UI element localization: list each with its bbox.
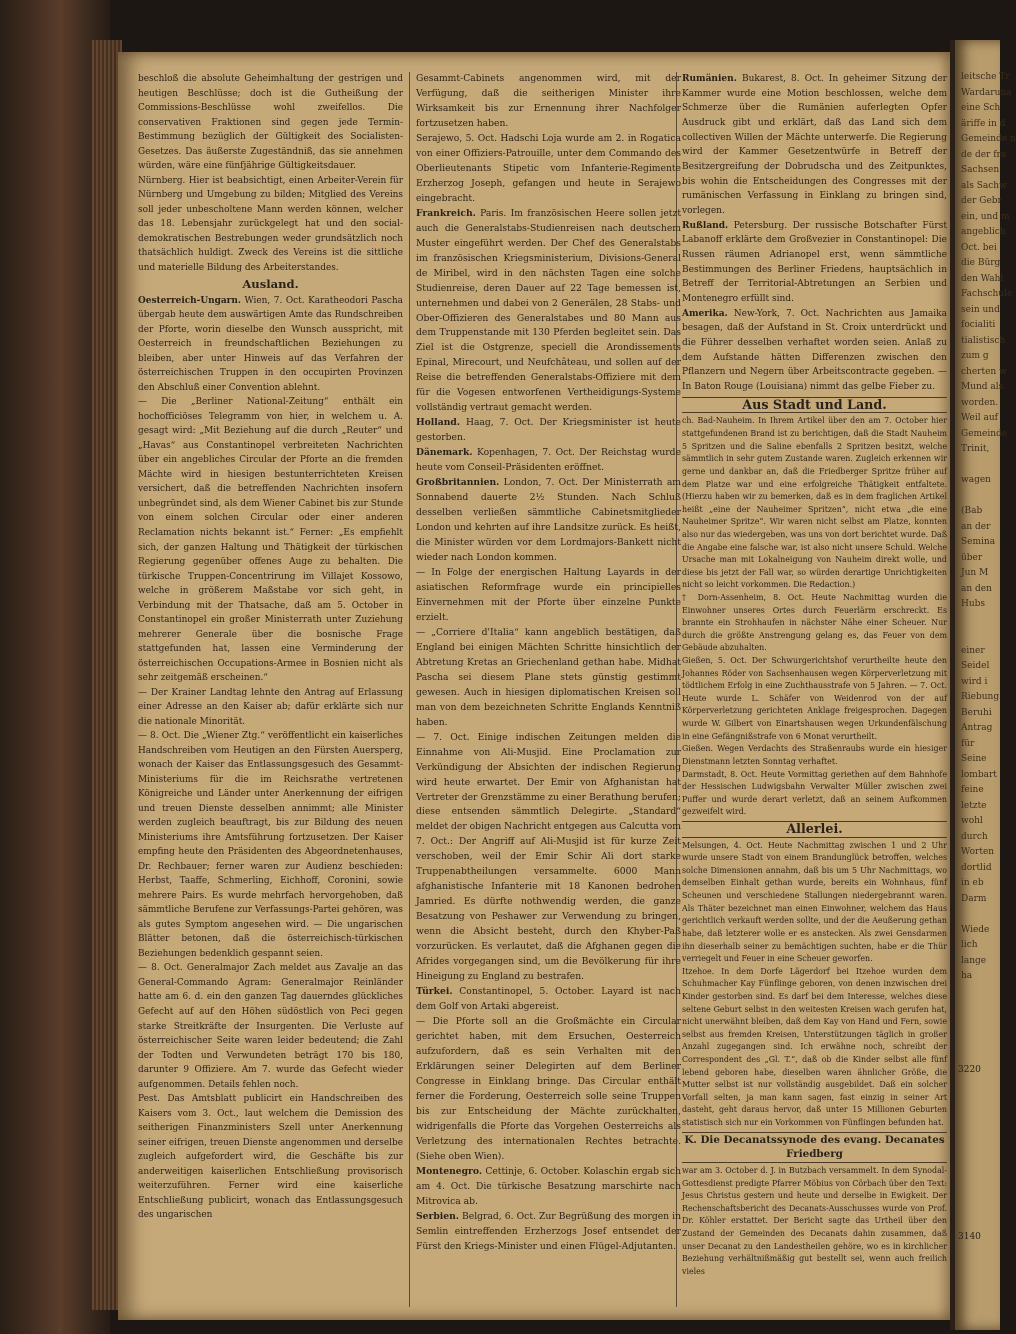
- article: [682, 307, 947, 395]
- margin-line: Antrag: [961, 723, 993, 733]
- article-text: Cettinje, 6. October. Kolaschin ergab sich am 4. Oct. Die türkische Besatzung marschirte nach Mitrovica ab.: [416, 1165, 681, 1207]
- margin-line: Darm: [961, 893, 987, 904]
- column-3: [682, 72, 947, 1278]
- column-1: [138, 72, 403, 1223]
- section-heading: K. Die Decanatssynode des evang. Decanates Friedberg: [682, 1132, 947, 1163]
- margin-line: Gemeinde n: [961, 134, 1016, 144]
- margin-line: Riebung: [961, 692, 1000, 702]
- margin-line: Fachschule: [961, 289, 1013, 299]
- margin-line: ha: [961, 971, 973, 981]
- margin-line: äriffe in d: [961, 118, 1006, 129]
- paragraph: — 8. Oct. Generalmajor Zach meldet aus Zavalje an das General-Commando Agram: Generalmajor Reinländer hatte am 6. d. ein den ganzen Tag dauerndes glückliches Gefecht auf auf den Höhen südöstlich von Peci gegen starke Streitkräfte der Insurgenten. Die Verluste auf österreichischer Seite waren leider bedeutend; die Zahl der Todten und Verwundeten beträgt 170 bis 180, darunter 9 Offiziere. Am 7. wurde das Gefecht wieder aufgenommen. Details fehlen noch.: [138, 963, 403, 1090]
- paragraph: Gießen, 5. Oct. Der Schwurgerichtshof verurtheilte heute den Johannes Röder von Sachsenhausen wegen Körperverletzung mit tödtlichem Erfolg in eine Zuchthausstrafe von 5 Jahren. — 7. Oct. Heute wurde L. Schäfer von Weidenrod von der auf Körperverletzung gerichteten Anklage freigesprochen. Dagegen wurde W. Gilbert von Einartshausen wegen Urkundenfälschung in eine Gefängnißstrafe von 6 Monat verurtheilt.: [682, 656, 947, 741]
- country-heading: Türkei.: [416, 986, 453, 998]
- paragraph: Gießen. Wegen Verdachts des Straßenraubs wurde ein hiesiger Dienstmann letzten Sonntag verhaftet.: [682, 744, 947, 766]
- paragraph: † Dorn-Assenheim, 8. Oct. Heute Nachmittag wurden die Einwohner unseres Ortes durch Feuerlärm erschreckt. Es brannte ein Strohhaufen in nächster Nähe einer Scheuer. Nur durch die größte Anstrengung gelang es, das Feuer von dem Gebäude abzuhalten.: [682, 592, 947, 653]
- article: [416, 446, 681, 476]
- margin-line: sein und: [961, 304, 1000, 315]
- margin-line: [955, 907, 1000, 923]
- margin-line: lich: [961, 940, 978, 950]
- column-2: [416, 72, 681, 1255]
- article-text: Bukarest, 8. Oct. In geheimer Sitzung der Kammer wurde eine Motion beschlossen, welche dem Schmerze über die Rumänien auferlegten Opfer Ausdruck gibt und erklärt, daß das Land sich dem collectiven Willen der Mächte unterwerfe. Die Regierung wird der Kammer Gesetzentwürfe in Betreff der Besitzergreifung der Dobrudscha und des Zeitpunktes, bis wohin die Entscheidungen des Congresses mit der rumänischen Verfassung in Einklang zu bringen sind, vorlegen.: [682, 74, 947, 217]
- paragraph: — Die Pforte soll an die Großmächte ein Circular gerichtet haben, mit dem Ersuchen, Oesterreich aufzufordern, daß es sein Verhalten mit den Erklärungen seiner Delegirten auf dem Berliner Congresse in Einklang bringe. Das Circular enthält ferner die Forderung, Oesterreich solle seine Truppen bis zur Entscheidung der Mächte zurückhalten, widrigenfalls die Pforte das Vorgehen Oesterreichs als Verletzung des internationalen Rechtes betrachte. (Siehe oben Wien).: [416, 1016, 681, 1162]
- margin-line: Gemeinde: [961, 428, 1008, 439]
- margin-line: Oct. bei: [961, 242, 997, 253]
- article-text: Haag, 7. Oct. Der Kriegsminister ist heute gestorben.: [416, 417, 681, 444]
- margin-line: Hubs: [961, 599, 986, 609]
- margin-line: zum g: [961, 351, 989, 361]
- margin-line: de der fra: [961, 149, 1007, 160]
- country-heading: Großbritannien.: [416, 477, 500, 489]
- margin-line: für: [961, 738, 975, 749]
- margin-line: einer: [961, 645, 985, 656]
- paragraph: — Der Krainer Landtag lehnte den Antrag auf Erlassung einer Adresse an den Kaiser ab; dafür erklärte sich nur die nationale Minorität.: [138, 687, 403, 727]
- margin-line: angeblich: [961, 227, 1006, 237]
- paragraph: Pest. Das Amtsblatt publicirt ein Handschreiben des Kaisers vom 3. Oct., laut welchem die Demission des seitherigen Finanzministers Szell unter Anerkennung seiner eifrigen, treuen Dienste angenommen und derselbe zugleich aufgefordert wird, die Geschäfte bis zur anderweitigen kaiserlichen Entschließung provisorisch weiterzuführen. Ferner wird eine kaiserliche Entschließung publicirt, wonach das Entlassungsgesuch des ungarischen: [138, 1094, 403, 1221]
- margin-line: [955, 613, 1000, 629]
- margin-line: Jun M: [961, 568, 989, 578]
- country-heading: Montenegro.: [416, 1165, 483, 1177]
- margin-line: [955, 489, 1000, 505]
- margin-line: in eb: [961, 878, 984, 888]
- margin-line: Worten: [961, 847, 995, 857]
- paragraph: — Die „Berliner National-Zeitung“ enthält ein hochofficiöses Telegramm von hier, in welchem u. A. gesagt wird: „Mit Beziehung auf die durch „Reuter“ und „Havas“ aus Constantinopel verbreiteten Nachrichten über ein angebliches Circular der Pforte an die fremden Mächte wird in hiesigen bestunterrichteten Kreisen versichert, daß die betreffenden Nachrichten insofern unbegründet sind, als dem Wiener Cabinet bis zur Stunde von einem solchen Circular oder einer anderen Reclamation nichts bekannt ist.“ Ferner: „Es empfiehlt sich, der ganzen Haltung und Thätigkeit der türkischen Regierung gegenüber offenes Auge zu behalten. Die türkische Truppen-Concentrirung im Villajet Kossowo, welche in größerem Maßstabe vor sich geht, in Verbindung mit der Thatsache, daß am 5. October in Constantinopel ein großer Ministerrath unter Zuziehung mehrerer Generale über die bosnische Frage stattgefunden hat, lassen eine Verminderung der österreichischen Occupations-Armee in Bosnien nicht als sehr zeitgemäß erscheinen.“: [138, 397, 403, 684]
- margin-line: als Sachw: [961, 180, 1007, 191]
- article-text: New-York, 7. Oct. Nachrichten aus Jamaika besagen, daß der Aufstand in St. Croix unterdrückt und die Führer desselben verhaftet worden seien. Anlaß zu dem Aufstande hätten Differenzen zwischen den Pflanzern und Negern über Arbeitscontracte gegeben. — In Baton Rouge (Louisiana) nimmt das gelbe Fieber zu.: [682, 308, 947, 393]
- margin-line: Wardaruna: [961, 87, 1012, 98]
- margin-line: der Gebr: [961, 196, 1002, 206]
- margin-line: wagen: [961, 475, 991, 485]
- margin-line: den Wahl: [961, 273, 1004, 284]
- article: [416, 1210, 681, 1255]
- margin-line: [955, 458, 1000, 474]
- margin-line: [955, 1000, 1000, 1016]
- paragraph: war am 3. October d. J. in Butzbach versammelt. In dem Synodal-Gottesdienst predigte Pfarrer Möbius von Cörbach über den Text: Jesus Christus gestern und heute und derselbe in Ewigkeit. Der Rechenschaftsbericht des Decanats-Ausschusses wurde von Prof. Dr. Köhler erstattet. Der Bericht sagte das Urtheil über den Zustand der Gemeinden des Decanats dahin zusammen, daß unser Decanat zu den Landestheilen gehöre, wo es in kirchlicher Beziehung verhältnißmäßig gut bestellt sei, wenn auch freilich vieles: [682, 1165, 947, 1276]
- section-heading: Ausland.: [242, 277, 299, 292]
- margin-line: (Bab: [961, 506, 983, 516]
- paragraph: — 7. Oct. Einige indischen Zeitungen melden die Einnahme von Ali-Musjid. Eine Proclamation zur Verkündigung der Absichten der indischen Regierung wird heute erwartet. Der Emir von Afghanistan hat Vertreter der Grenzstämme zu einer Berathung berufen; diese entsenden sämmtlich Delegirte. „Standard“ meldet der obigen Nachricht entgegen aus Calcutta vom 7. Oct.: Der Angriff auf Ali-Musjid ist für kurze Zeit verschoben, weil der Emir Schir Ali dort starke Truppenabtheilungen versammelte. 6000 Mann afghanistische Infanterie mit 18 Kanonen bedrohen Jamried. Es dürfte nothwendig werden, die ganze Besatzung von Peshawer zur Verwendung zu bringen, wenn die Absicht besteht, durch den Khyber-Paß vorzurücken. Es verlautet, daß die Afghanen gegen die Afrides vorgegangen sind, um die Bevölkerung für ihre Hineigung zu England zu bestrafen.: [416, 731, 682, 983]
- margin-line: Sachsen: [961, 165, 1000, 175]
- margin-text: [955, 40, 1016, 1016]
- margin-line: über: [961, 552, 983, 563]
- margin-line: focialiti: [961, 320, 996, 330]
- margin-line: dortlid: [961, 862, 992, 873]
- margin-line: lombart: [961, 769, 997, 780]
- article: [138, 294, 403, 396]
- margin-line: die Bürg: [961, 258, 1001, 268]
- margin-line: worden.: [961, 397, 999, 408]
- margin-line: Seidel: [961, 661, 990, 671]
- paragraph: Darmstadt, 8. Oct. Heute Vormittag geriethen auf dem Bahnhofe der Hessischen Ludwigsbahn Verwalter Müller zwischen zwei Puffer und wurde derart verletzt, daß an seinem Aufkommen gezweifelt wird.: [682, 769, 947, 817]
- margin-line: Beruhi: [961, 707, 992, 718]
- margin-line: leitsche Tr: [961, 72, 1010, 82]
- paragraph: — In Folge der energischen Haltung Layards in der asiatischen Reformfrage wurde ein principielles Einvernehmen mit der Pforte über einzelne Punkte erzielt.: [416, 566, 681, 623]
- margin-line: Trinit,: [961, 444, 990, 454]
- paragraph: Nürnberg. Hier ist beabsichtigt, einen Arbeiter-Verein für Nürnberg und Umgebung zu bilden; Mitglied des Vereins soll jeder unbescholtene Mann werden können, welcher das 18. Lebensjahr zurückgelegt hat und den social-demokratischen Bestrebungen weder grundsätzlich noch thatsächlich huldigt. Zweck des Vereins ist die sittliche und materielle Bildung des Arbeiterstandes.: [138, 175, 403, 273]
- paragraph: Itzehoe. In dem Dorfe Lägerdorf bei Itzehoe wurden dem Schuhmacher Kay Fünflinge geboren, von denen inzwischen drei Kinder gestorben sind. Es darf bei dem Interesse, welches diese seltene Geburt selbst in den weitesten Kreisen wach gerufen hat, nicht unerwähnt bleiben, daß dem Kay von Hand und Fern, sowie selbst aus fremden Kreisen, Unterstützungen täglich in großer Anzahl zugegangen sind. Ich erwähne noch, schreibt der Correspondent des „Gl. T.“, daß ob die Kinder selbst alle fünf lebend geboren habe, dieselben waren ähnlicher Größe, die Mutter selbst ist nur vollständig ausgebildet. Daß ein solcher Vorfall selten, ja man kann sagen, fast einzig in seiner Art dasteht, geht daraus hervor, daß unter 15 Millionen Geburten statistisch sich nur ein Vorkommen von Fünflingen befunden hat.: [682, 966, 947, 1128]
- country-heading: Rußland.: [682, 220, 729, 231]
- country-heading: Rumänien.: [682, 74, 737, 84]
- margin-line: ein, und m: [961, 211, 1010, 222]
- article: [416, 207, 681, 417]
- margin-line: durch: [961, 831, 988, 842]
- margin-line: tialistisch: [961, 335, 1006, 346]
- article-text: Wien, 7. Oct. Karatheodori Pascha übergab heute dem auswärtigen Amte das Rundschreiben der Pforte, worin dieselbe den Wunsch ausspricht, mit Oesterreich in freundschaftlichen Beziehungen zu bleiben, aber unter Hinweis auf das Verfahren der österreichischen Truppen in den occupirten Provinzen den Abschluß einer Convention ablehnt.: [138, 295, 403, 393]
- article: [416, 416, 681, 446]
- paragraph: Gesammt-Cabinets angenommen wird, mit der Verfügung, daß die seitherigen Minister ihre Wirksamkeit bis zur Ernennung ihrer Nachfolger fortzusetzen haben.: [416, 73, 681, 129]
- country-heading: Frankreich.: [416, 207, 476, 219]
- article-text: Belgrad, 6. Oct. Zur Begrüßung des morgen in Semlin eintreffenden Erzherzogs Josef entsendet der Fürst den Kriegs-Minister und einen Flügel-Adjutanten.: [416, 1210, 681, 1252]
- country-heading: Serbien.: [416, 1210, 459, 1222]
- column-rule: [409, 72, 410, 1307]
- paragraph: — 8. Oct. Die „Wiener Ztg.“ veröffentlicht ein kaiserliches Handschreiben vom Heutigen an den Fürsten Auersperg, wonach der Kaiser das Entlassungsgesuch des Gesammt-Ministeriums für die im Reichsrathe vertretenen Königreiche und Länder unter Anerkennung der eifrigen und treuen Dienste desselben annimmt; alle Minister werden zugleich beauftragt, bis zur Bildung des neuen Ministeriums ihre Amtsführung fortzusetzen. Der Kaiser empfing heute den Präsidenten des Abgeordnetenhauses, Dr. Rechbauer; ferner waren zur Audienz beschieden: Herbst, Taaffe, Schmerling, Eichhoff, Coronini, sowie mehrere Pairs. Es wurde mehrfach hervorgehoben, daß sämmtliche Berufene zur Verfassungs-Partei gehören, was als gutes Symptom angesehen wird. — Die ungarischen Blätter betonen, daß die österreichisch-türkischen Beziehungen bedenklich gespannt seien.: [138, 731, 403, 959]
- margin-line: wird i: [961, 676, 988, 687]
- page-number-top: 3220: [958, 1065, 981, 1075]
- margin-line: lange: [961, 955, 987, 966]
- article: [416, 1165, 681, 1210]
- country-heading: Holland.: [416, 417, 461, 429]
- article-text: London, 7. Oct. Der Ministerrath am Sonnabend dauerte 2½ Stunden. Nach Schluß desselben verließen sämmtliche Cabinetsmitglieder London und kehrten auf ihre Landsitze zurück. Es heißt, die Minister würden vor dem Lordmajors-Bankett nicht wieder nach London kommen.: [416, 477, 682, 563]
- margin-line: an den: [961, 583, 992, 594]
- margin-line: [955, 628, 1000, 644]
- margin-line: Seine: [961, 754, 987, 764]
- article: [416, 985, 681, 1015]
- margin-line: wohl: [961, 816, 983, 826]
- margin-line: Mund als: [961, 382, 1004, 392]
- margin-line: [955, 985, 1000, 1001]
- margin-line: Semina: [961, 537, 996, 547]
- article-text: Kopenhagen, 7. Oct. Der Reichstag wurde heute vom Conseil-Präsidenten eröffnet.: [416, 447, 682, 474]
- adjacent-page-fragment: [955, 40, 1016, 1330]
- paragraph: Serajewo, 5. Oct. Hadschi Loja wurde am 2. in Rogatica von einer Offiziers-Patrouille, unter dem Commando des Oberlieutenants Stipetic vom Infanterie-Regimente Erzherzog Joseph, gefangen und heute in Serajewo eingebracht.: [416, 132, 681, 204]
- article-text: Paris. Im französischen Heere sollen jetzt auch die Generalstabs-Studienreisen nach deutschem Muster eingeführt werden. Der Chef des Generalstabs im französischen Kriegsministerium, Divisions-General de Miribel, wird in den nächsten Tagen eine solche Studienreise, deren Dauer auf 22 Tage bemessen ist, unternehmen und dabei von 2 Generälen, 28 Stabs- und Ober-Offizieren des Generalstabes und 80 Mann aus dem Truppenstande mit 130 Pferden begleitet sein. Das Ziel ist die Ostgrenze, speciell die Arondissements Epinal, Mirecourt, und Neufchâteau, und sollen auf der Reise die betreffenden Generalstabs-Offiziere mit dem für die Vogesen entworfenen Vertheidigungs-Systeme vollständig vertraut gemacht werden.: [416, 207, 682, 414]
- margin-line: an der: [961, 521, 991, 532]
- margin-line: letzte: [961, 800, 987, 811]
- article: [682, 72, 947, 219]
- article-text: Petersburg. Der russische Botschafter Fürst Labanoff erklärte dem Großvezier in Constantinopel: Die Russen räumen Adrianopel erst, wenn sämmtliche Bestimmungen des Berliner Friedens, hauptsächlich in Betreff der Territorial-Abtretungen an Serbien und Montenegro erfüllt sind.: [682, 220, 947, 305]
- margin-line: eine Sch: [961, 103, 1001, 113]
- page-number-bottom: 3140: [958, 1232, 981, 1242]
- section-heading: Aus Stadt und Land.: [682, 397, 947, 414]
- margin-line: Wiede: [961, 924, 990, 935]
- paragraph: ch. Bad-Nauheim. In Ihrem Artikel über den am 7. October hier stattgefundenen Brand ist zu berichtigen, daß die Stadt Nauheim 5 Spritzen und die Saline ebenfalls 2 Spritzen besitzt, welche sämmtlich in sehr gutem Zustande waren. Zugleich erkennen wir gerne und dankbar an, daß die Friedberger Spritze früher auf dem Platze war und eine erfolgreiche Thätigkeit entfaltete. (Hierzu haben wir zu bemerken, daß es in dem fraglichen Artikel heißt „eine der Nauheimer Spritzen“, nicht etwa „die eine Nauheimer Spritze“. Wir waren nicht selbst am Platze, konnten also nur das wiedergeben, was uns von dort berichtet wurde. Daß die Angabe eine falsche war, ist also nicht unsere Schuld. Welche Ursache man mit Lokalneigung von Nauheim direkt wolle, und diese bis jetzt der Fall war, so würden derartige Unrichtigkeiten nicht so leicht vorkommen. Die Redaction.): [682, 416, 947, 590]
- country-heading: Amerika.: [682, 308, 728, 319]
- margin-line: cherten w: [961, 366, 1007, 377]
- article-text: Constantinopel, 5. October. Layard ist nach dem Golf von Artaki abgereist.: [416, 986, 681, 1013]
- article: [416, 476, 681, 566]
- margin-line: feine: [961, 785, 984, 795]
- margin-line: Weil auf: [961, 413, 998, 423]
- paragraph: Melsungen, 4. Oct. Heute Nachmittag zwischen 1 und 2 Uhr wurde unsere Stadt von einem Brandunglück betroffen, welches solche Dimensionen annahm, daß bis um 5 Uhr Nachmittags, wo demselben Einhalt gethan wurde, bereits ein Wohnhaus, fünf Scheunen und verschiedene Stallungen niedergebrannt waren. Als Thäter bezeichnet man einen Einwohner, welchem das Haus gerichtlich verkauft werden sollte, und der die Aeußerung gethan habe, daß letzterer wolle er es anstecken. Als zwei Gensdarmen ihn dieserhalb seiner zu bemächtigen suchten, habe er die Thür verriegelt und Feuer in eine Scheuer geworfen.: [682, 840, 947, 964]
- paragraph: beschloß die absolute Geheimhaltung der gestrigen und heutigen Beschlüsse; doch ist die Gutheißung der Commissions-Beschlüsse wohl zweifellos. Die conservativen Fraktionen sind gegen jede Termin-Bestimmung bezüglich der Gültigkeit des Socialisten-Gesetzes. Das äußerste Zugeständniß, das sie annehmen würden, wäre eine fünfjährige Gültigkeitsdauer.: [138, 74, 403, 172]
- article: [682, 219, 947, 307]
- country-heading: Dänemark.: [416, 447, 473, 459]
- country-heading: Oesterreich-Ungarn.: [138, 295, 241, 306]
- paragraph: — „Corriere d'Italia“ kann angeblich bestätigen, daß England bei einigen Mächten Schritte hinsichtlich der Abtretung Kretas an Griechenland gethan habe. Midhat Pascha sei diesem Plane stets günstig gestimmt gewesen. Auch in hiesigen diplomatischen Kreisen soll man von dem bezeichneten Schritte Englands Kenntniß haben.: [416, 626, 681, 728]
- section-heading: Allerlei.: [682, 821, 947, 838]
